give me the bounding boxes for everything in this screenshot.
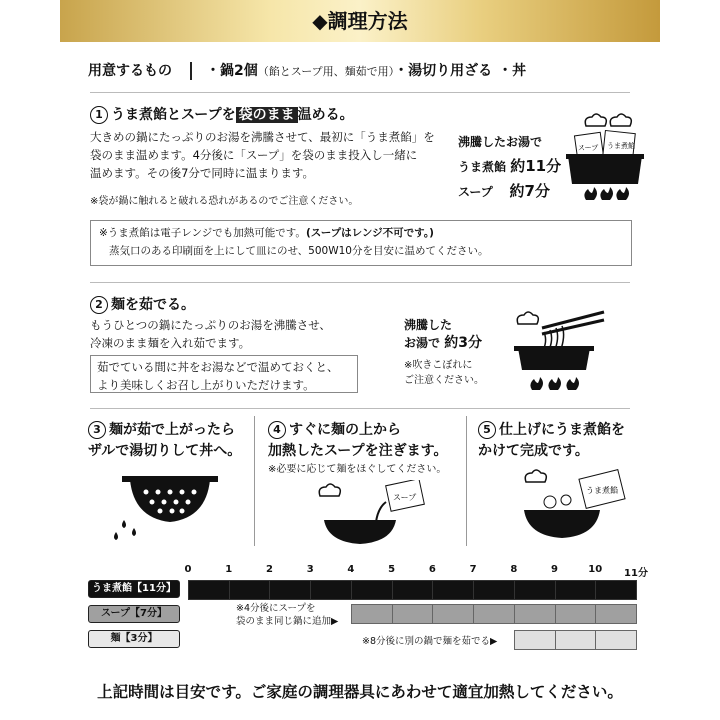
- timeline-tick-label: 6: [428, 564, 436, 575]
- step2-side-line: 沸騰した: [404, 318, 453, 332]
- step2-title: [90, 294, 195, 314]
- steam-icon: [319, 484, 340, 496]
- timeline-cell: [555, 630, 597, 650]
- steam-icon: [610, 114, 631, 126]
- step1-body: [90, 128, 460, 182]
- colander-icon: [110, 470, 230, 540]
- divider: [90, 92, 630, 93]
- timeline-tick-label: 3: [306, 564, 314, 575]
- step2-side-note: [404, 358, 484, 388]
- tools-item-pots: ・鍋2個: [206, 63, 258, 79]
- timeline-cell: [473, 604, 515, 624]
- header-banner: [60, 0, 660, 42]
- microwave-note-box: [90, 220, 632, 266]
- step2-side-time: [404, 316, 482, 352]
- step1-line: 大きめの鍋にたっぷりのお湯を沸騰させて、最初に「うま煮餡」を: [90, 130, 435, 144]
- timeline-cell: [595, 604, 637, 624]
- pot-rim: [514, 346, 594, 351]
- steam-icon: [517, 312, 538, 324]
- step2-number: 2: [90, 296, 108, 314]
- tools-item-pots-note: （餡とスープ用、麺茹で用）: [257, 65, 395, 78]
- timeline-cell: [351, 580, 393, 600]
- pouch-label: うま煮餡: [586, 486, 618, 495]
- flame-icon: [600, 187, 613, 200]
- timeline-cell: [473, 580, 515, 600]
- flame-icon: [616, 187, 629, 200]
- timeline-tick-label: 5: [388, 564, 396, 575]
- noodle-pot-icon: [508, 306, 608, 396]
- microwave-note-a: ※うま煮餡は電子レンジでも加熱可能です。: [99, 227, 306, 239]
- pouch-label: スープ: [578, 144, 599, 152]
- flame-icon: [566, 377, 579, 390]
- step4-line: すぐに麺の上から: [289, 422, 401, 438]
- timeline-row1-label: うま煮餡【11分】: [88, 580, 180, 598]
- step2-side-time-value: 約3分: [444, 335, 482, 351]
- step1-side-line: 沸騰したお湯で: [458, 135, 543, 149]
- timeline-tick-label: 7: [469, 564, 477, 575]
- timeline-cell: [188, 580, 230, 600]
- pouch-label: スープ: [393, 493, 417, 502]
- step2-side-line2: お湯で: [404, 336, 441, 350]
- step1-title-highlight: 袋のまま: [236, 107, 298, 123]
- topping-icon: [561, 495, 571, 505]
- step1-side-times: [458, 130, 561, 204]
- timeline-cell: [392, 580, 434, 600]
- step1-note: ※袋が鍋に触れると破れる恐れがあるのでご注意ください。: [90, 196, 359, 207]
- timeline-tick-label: 11分: [624, 568, 648, 579]
- timeline-row3-label: 麺【3分】: [88, 630, 180, 648]
- timeline-cell: [310, 580, 352, 600]
- step4-title: [268, 420, 447, 462]
- step5-title: [478, 420, 625, 462]
- step4-number: 4: [268, 421, 286, 439]
- step2-body: [90, 316, 390, 352]
- pot-rim: [566, 154, 644, 159]
- timeline-ticks: [184, 564, 648, 580]
- step2-tip-line: より美味しくお召し上がりいただけます。: [97, 378, 315, 392]
- timeline-cell: [514, 604, 556, 624]
- tools-line: [88, 60, 526, 80]
- step2-title-text: 麺を茹でる。: [111, 297, 195, 313]
- timeline-cell: [595, 580, 637, 600]
- tools-item-colander: ・湯切り用ざる: [394, 63, 493, 79]
- pour-stream: [376, 502, 386, 522]
- timeline-cell: [595, 630, 637, 650]
- timeline-row3-note: ※8分後に別の鍋で麺を茹でる▶: [362, 636, 498, 647]
- steam-icon: [585, 114, 606, 126]
- pot-body: [568, 156, 642, 184]
- microwave-note-b: (スープはレンジ不可です。): [305, 227, 434, 239]
- step5-line: 仕上げにうま煮餡を: [499, 422, 625, 438]
- column-divider: [254, 416, 255, 546]
- timeline-tick-label: 2: [265, 564, 273, 575]
- timeline-tick-label: 0: [184, 564, 192, 575]
- timeline-cell: [432, 580, 474, 600]
- drip-icon: [114, 532, 118, 540]
- step1-title: [90, 104, 354, 124]
- timeline-row2-note-line: ※4分後にスープを: [236, 603, 316, 614]
- timeline-cell: [392, 604, 434, 624]
- timeline-tick-label: 9: [551, 564, 559, 575]
- step1-side-item1-label: うま煮餡: [458, 160, 507, 174]
- flame-icon: [548, 377, 561, 390]
- step1-side-item2: [458, 179, 561, 204]
- microwave-note-line1: [99, 225, 434, 242]
- step2-tip-box: [90, 355, 358, 393]
- microwave-note-line2: 蒸気口のある印刷面を上にして皿にのせ、500W10分を目安に温めてください。: [109, 245, 489, 257]
- pot-with-pouches-icon: [564, 112, 646, 210]
- step1-side-item1: [458, 154, 561, 179]
- tools-label: 用意するもの: [88, 63, 172, 79]
- timeline-cell: [432, 604, 474, 624]
- step1-line: 袋のまま温めます。4分後に「スープ」を袋のまま投入し一緒に: [90, 148, 418, 162]
- timeline-cell: [514, 630, 556, 650]
- step1-side-item1-time: 約11分: [510, 157, 562, 175]
- divider: [90, 282, 630, 283]
- timeline-tick-label: 10: [588, 564, 603, 575]
- timeline-cell: [514, 580, 556, 600]
- page-title: ◆調理方法: [312, 9, 408, 33]
- step3-title: [88, 420, 241, 462]
- timeline-cell: [229, 580, 271, 600]
- step5-line: かけて完成です。: [478, 443, 589, 459]
- timeline-tick-label: 4: [347, 564, 355, 575]
- step5-number: 5: [478, 421, 496, 439]
- step1-side-item2-time: 約7分: [509, 182, 550, 200]
- finished-bowl-icon: [516, 468, 636, 548]
- step3-line: 麺が茹で上がったら: [109, 422, 235, 438]
- timeline-tick-label: 1: [225, 564, 233, 575]
- step2-line: 冷凍のまま麺を入れ茹でます。: [90, 336, 251, 350]
- pouch-label: うま煮餡: [607, 142, 635, 150]
- colander-body: [130, 480, 210, 522]
- tools-item-bowl: ・丼: [498, 63, 527, 79]
- timeline-tick-label: 8: [510, 564, 518, 575]
- step1-number: 1: [90, 106, 108, 124]
- step3-line: ザルで湯切りして丼へ。: [88, 443, 242, 459]
- steam-icon: [525, 470, 546, 482]
- timeline-cell: [555, 604, 597, 624]
- pour-soup-icon: [310, 480, 440, 550]
- step1-side-item2-label: スープ: [458, 185, 493, 199]
- bowl-icon: [324, 520, 396, 544]
- step2-side-note-line: ご注意ください。: [404, 375, 484, 386]
- colander-rim: [122, 476, 218, 482]
- pot-body: [518, 348, 590, 370]
- step1-title-b: 温める。: [297, 107, 354, 123]
- drip-icon: [132, 528, 136, 536]
- step2-tip-line: 茹でている間に丼をお湯などで温めておくと、: [97, 360, 339, 374]
- timeline-row2-note-line: 袋のまま同じ鍋に追加▶: [236, 616, 339, 627]
- step2-side-line: [404, 334, 482, 352]
- footer-note: 上記時間は目安です。ご家庭の調理器具にあわせて適宜加熱してください。: [97, 683, 623, 701]
- timeline-row1: [188, 580, 636, 600]
- step2-line: もうひとつの鍋にたっぷりのお湯を沸騰させ、: [90, 318, 331, 332]
- step2-side-note-line: ※吹きこぼれに: [404, 360, 473, 371]
- timeline-row2-label: スープ【7分】: [88, 605, 180, 623]
- flame-icon: [530, 377, 543, 390]
- drip-icon: [122, 520, 126, 528]
- step1-title-a: うま煮餡とスープを: [111, 107, 236, 123]
- step4-note: ※必要に応じて麺をほぐしてください。: [268, 464, 447, 475]
- tools-separator: [190, 62, 192, 80]
- flame-icon: [584, 187, 597, 200]
- timeline-row2-note: [236, 602, 338, 628]
- topping-icon: [544, 496, 556, 508]
- step3-number: 3: [88, 421, 106, 439]
- bowl-icon: [524, 510, 600, 538]
- step4-line: 加熱したスープを注ぎます。: [268, 443, 448, 459]
- step1-line: 温めます。その後7分で同時に温まります。: [90, 166, 314, 180]
- divider: [90, 408, 630, 409]
- timeline-cell: [269, 580, 311, 600]
- timeline-cell: [351, 604, 393, 624]
- column-divider: [466, 416, 467, 546]
- timeline-cell: [555, 580, 597, 600]
